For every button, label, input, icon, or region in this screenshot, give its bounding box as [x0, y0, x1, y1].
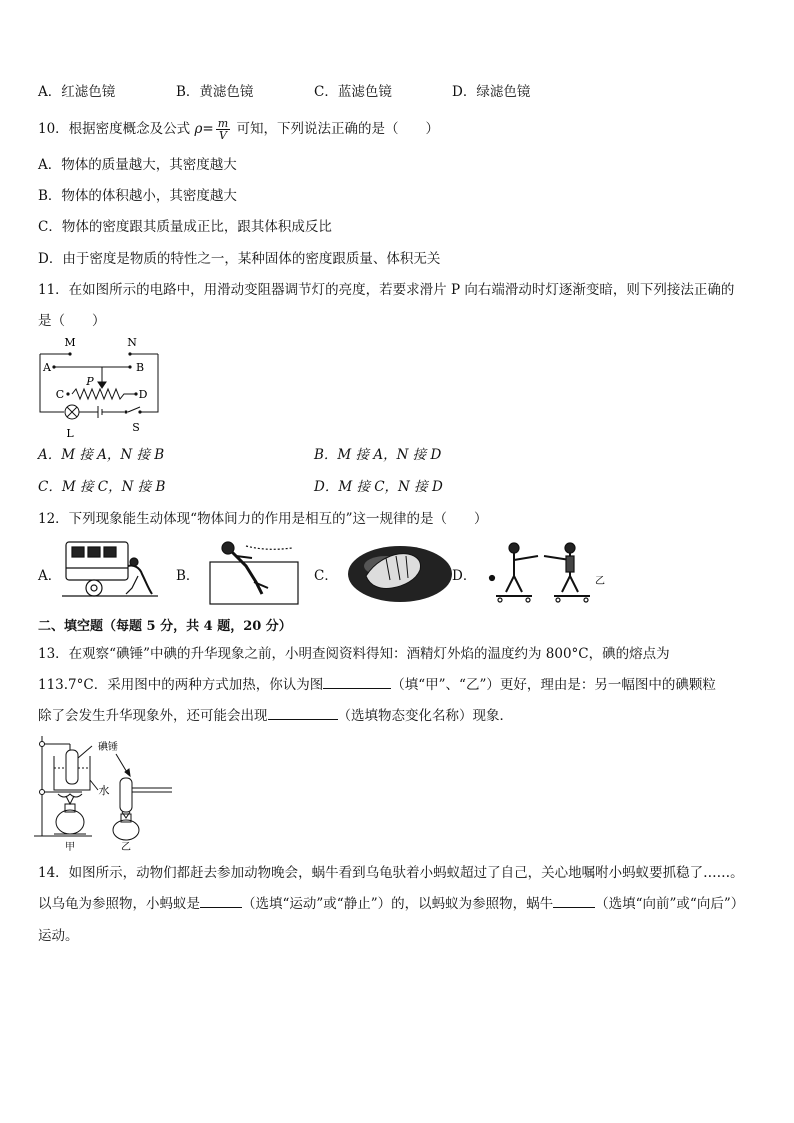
- q13-stem-line3: [38, 707, 513, 725]
- q14-blank-2[interactable]: [553, 895, 595, 908]
- q10-rho: ρ: [194, 121, 203, 137]
- q11-circuit-diagram: [36, 334, 166, 444]
- q10-denominator: V: [218, 129, 227, 142]
- q10-formula: [216, 118, 230, 141]
- q12-label-d: D．: [452, 568, 477, 584]
- q13-line3-part2: （选填物态变化名称）现象．: [337, 708, 513, 724]
- circuit-label-m: M: [64, 336, 76, 349]
- circuit-label-b: B: [135, 361, 145, 374]
- circuit-label-c: C: [55, 388, 65, 401]
- q11-option-b: B．M 接 A，N 接 D: [314, 447, 442, 463]
- q10-eq: =: [202, 121, 214, 137]
- q11-option-a: A．M 接 A，N 接 B: [38, 447, 165, 463]
- circuit-label-s: S: [132, 421, 140, 434]
- q9-option-b: B．黄滤色镜: [176, 84, 254, 100]
- q9-option-c: C．蓝滤色镜: [314, 84, 392, 100]
- q12-label-b: B．: [176, 568, 200, 584]
- q13-stem-line1: 13．在观察“碘锤”中碘的升华现象之前，小明查阅资料得知：酒精灯外焰的温度约为 800°C，碘的熔点为: [38, 646, 670, 662]
- q13-line2-part1: 113.7°C．采用图中的两种方式加热，你认为图: [38, 677, 324, 693]
- q14-stem-line2: [38, 895, 744, 913]
- q10-option-d: D．由于密度是物质的特性之一，某种固体的密度跟质量、体积无关: [38, 251, 441, 267]
- q10-stem: [38, 118, 439, 141]
- q13-blank-2[interactable]: [268, 707, 338, 720]
- q14-line2-part3: （选填“向前”或“向后”）: [595, 896, 745, 912]
- q10-option-a: A．物体的质量越大，其密度越大: [38, 157, 237, 173]
- q10-numerator: m: [217, 117, 229, 130]
- q13-line2-part2: （填“甲”、“乙”）更好，理由是：另一幅图中的碘颗粒: [391, 677, 716, 693]
- q13-line3-part1: 除了会发生升华现象外，还可能会出现: [38, 708, 268, 724]
- q13-label-yi: 乙: [121, 842, 131, 853]
- q12-stem: 12．下列现象能生动体现“物体间力的作用是相互的”这一规律的是（ ）: [38, 511, 488, 527]
- q10-prefix: 10．根据密度概念及公式: [38, 121, 191, 137]
- circuit-label-a: A: [43, 361, 51, 374]
- q13-heating-diagram: [32, 732, 182, 854]
- q13-blank-1[interactable]: [323, 676, 391, 689]
- q14-line2-part1: 以乌龟为参照物，小蚂蚁是: [38, 896, 200, 912]
- q13-label-jia: 甲: [65, 842, 75, 853]
- q13-label-iodine: 碘锤: [98, 742, 118, 753]
- q12-image-c-hand-squeezing-ball: [346, 540, 456, 604]
- q13-label-water: 水: [98, 784, 110, 797]
- q14-line2-part2: （选填“运动”或“静止”）的，以蚂蚁为参照物，蜗牛: [242, 896, 554, 912]
- q12-image-d-skateboarders-pushing: [484, 538, 610, 606]
- q14-stem-line1: 14．如图所示，动物们都赶去参加动物晚会，蜗牛看到乌龟驮着小蚂蚁超过了自己，关心地嘱咐小蚂蚁要抓稳了……。: [38, 865, 744, 881]
- circuit-label-l: L: [66, 427, 74, 440]
- q14-blank-1[interactable]: [200, 895, 242, 908]
- q13-stem-line2: [38, 676, 716, 694]
- q11-option-c: C．M 接 C，N 接 B: [38, 479, 166, 495]
- q10-option-c: C．物体的密度跟其质量成正比，跟其体积成反比: [38, 219, 332, 235]
- q12-label-c: C．: [314, 568, 338, 584]
- q9-option-d: D．绿滤色镜: [452, 84, 531, 100]
- q9-option-a: A．红滤色镜: [38, 84, 116, 100]
- circuit-label-p: P: [86, 375, 94, 388]
- circuit-label-d: D: [138, 388, 148, 401]
- q10-suffix: 可知，下列说法正确的是（ ）: [236, 121, 439, 137]
- circuit-label-n: N: [127, 336, 137, 349]
- q11-stem-line2: 是（ ）: [38, 313, 106, 329]
- q12-image-a-pushing-car: [62, 538, 158, 602]
- section-fill-in-heading: 二、填空题（每题 5 分，共 4 题，20 分）: [38, 619, 292, 634]
- q11-stem-line1: 11．在如图所示的电路中，用滑动变阻器调节灯的亮度，若要求滑片 P 向右端滑动时灯逐渐变暗，则下列接法正确的: [38, 282, 735, 298]
- q12-d-label-yi: 乙: [595, 576, 605, 587]
- q12-image-b-diver: [206, 538, 302, 606]
- q14-stem-line3: 运动。: [38, 928, 79, 944]
- q12-label-a: A．: [38, 568, 62, 584]
- q10-option-b: B．物体的体积越小，其密度越大: [38, 188, 237, 204]
- q11-option-d: D．M 接 C，N 接 D: [314, 479, 443, 495]
